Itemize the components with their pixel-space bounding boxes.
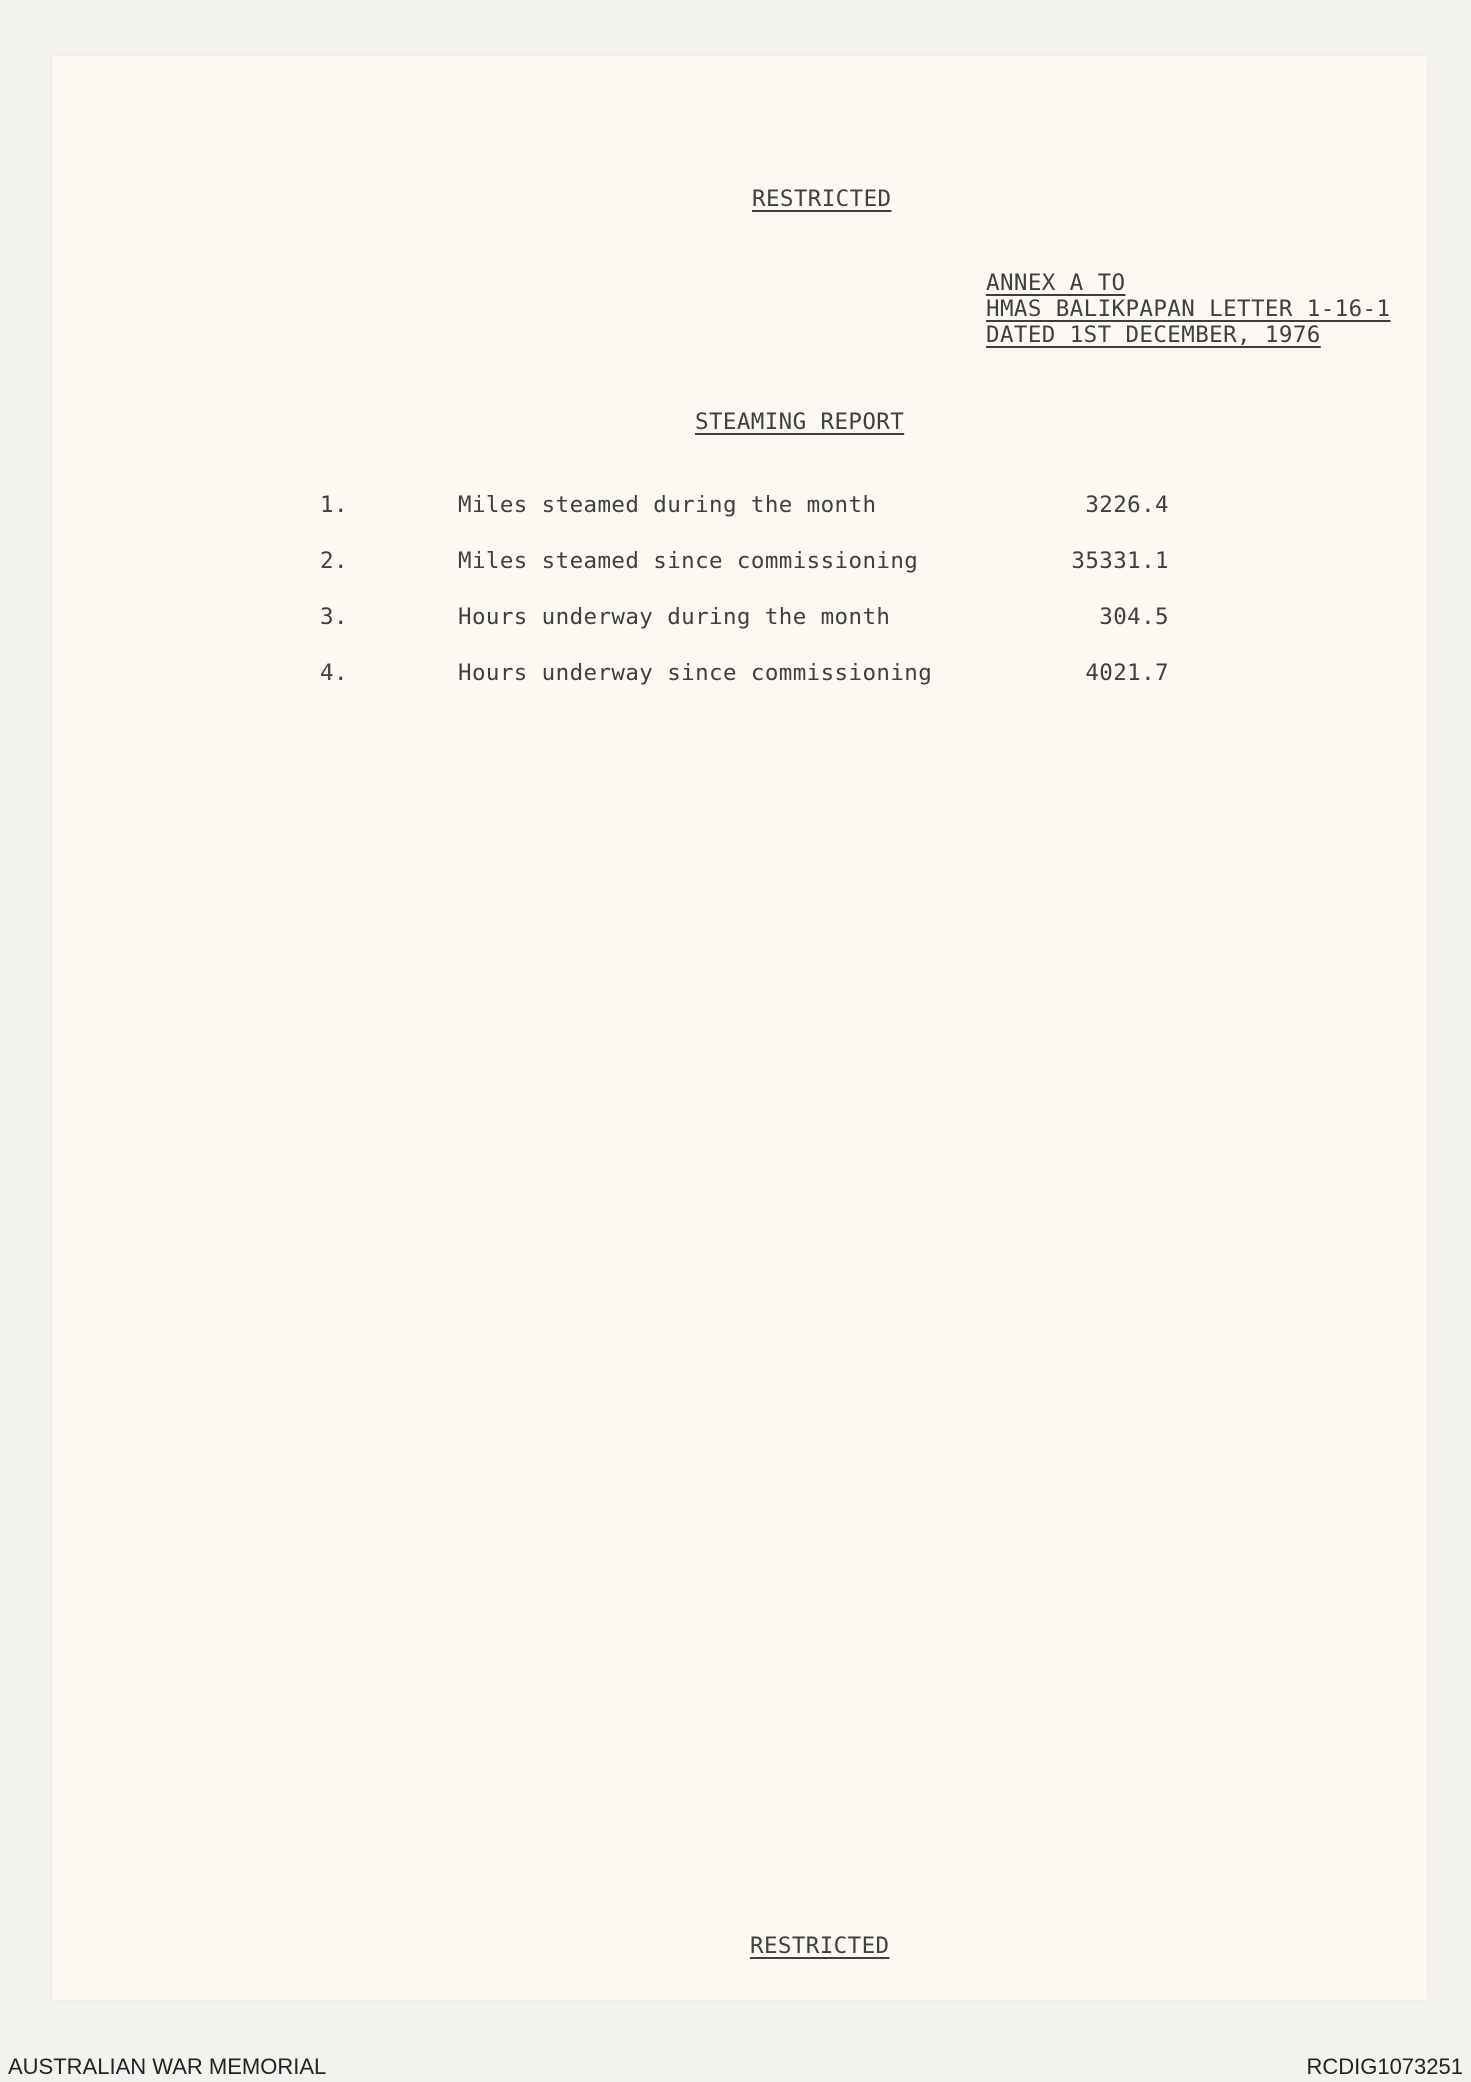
row-number: 3. bbox=[320, 604, 348, 630]
classification-top: RESTRICTED bbox=[752, 186, 892, 212]
row-description: Hours underway during the month bbox=[458, 604, 891, 630]
row-number: 2. bbox=[320, 548, 348, 574]
row-value: 4021.7 bbox=[1085, 660, 1169, 686]
archive-record-id: RCDIG1073251 bbox=[1306, 2054, 1463, 2079]
report-heading: STEAMING REPORT bbox=[695, 409, 905, 435]
annex-line-1: ANNEX A TO bbox=[986, 270, 1126, 296]
annex-reference bbox=[986, 272, 1390, 350]
row-value: 3226.4 bbox=[1085, 492, 1169, 518]
row-description: Hours underway since commissioning bbox=[458, 660, 933, 686]
row-value: 304.5 bbox=[1099, 604, 1169, 630]
row-description: Miles steamed since commissioning bbox=[458, 548, 919, 574]
archive-caption: AUSTRALIAN WAR MEMORIAL bbox=[8, 2054, 327, 2079]
row-number: 4. bbox=[320, 660, 348, 686]
classification-bottom: RESTRICTED bbox=[750, 1933, 890, 1959]
annex-line-2: HMAS BALIKPAPAN LETTER 1-16-1 bbox=[986, 296, 1391, 322]
document-page bbox=[52, 56, 1427, 2000]
row-description: Miles steamed during the month bbox=[458, 492, 877, 518]
row-value: 35331.1 bbox=[1071, 548, 1169, 574]
row-number: 1. bbox=[320, 492, 348, 518]
annex-line-3: DATED 1ST DECEMBER, 1976 bbox=[986, 322, 1321, 348]
